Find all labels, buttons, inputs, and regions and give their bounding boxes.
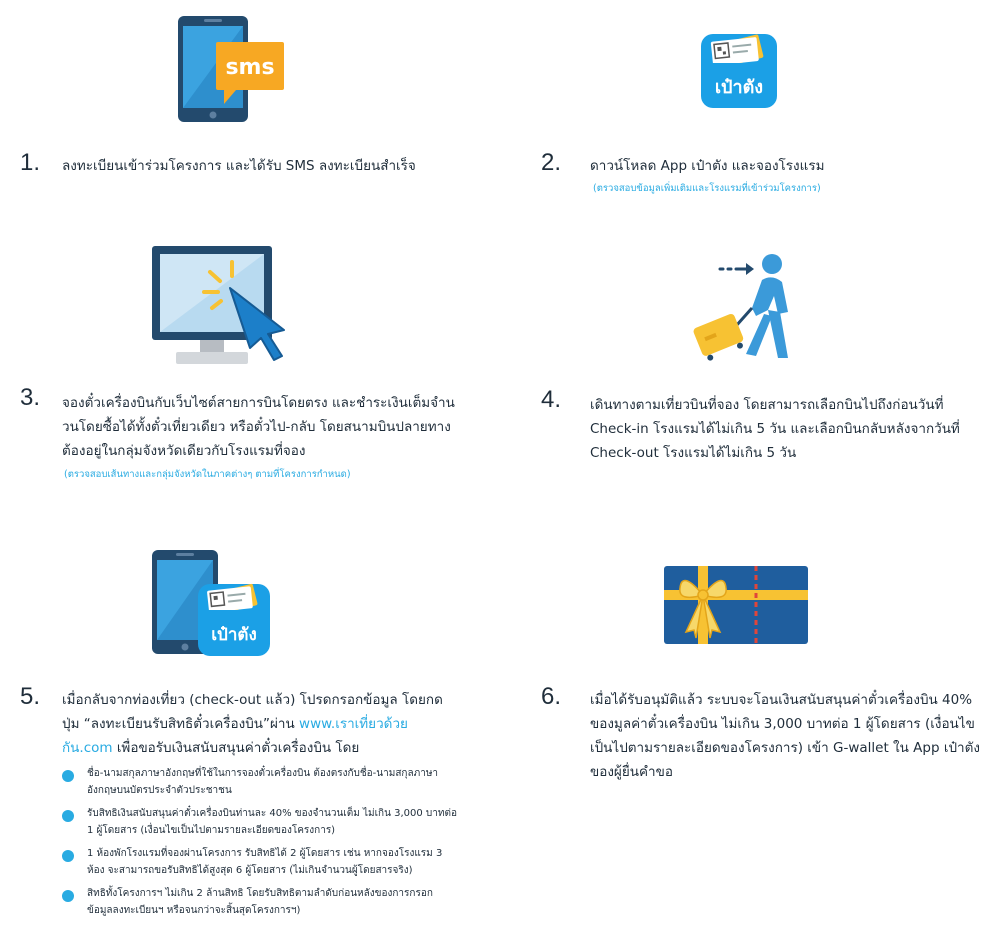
step-line: วนโดยซื้อได้ทั้งตั๋วเที่ยวเดียว หรือตั๋วไป-กลับ โดยสนามบินปลายทาง	[62, 419, 451, 435]
step-description	[62, 688, 492, 760]
step-line: ของผู้ยื่นคำขอ	[590, 764, 673, 780]
step-line: ลงทะเบียนเข้าร่วมโครงการ และได้รับ SMS ลงทะเบียนสำเร็จ	[62, 158, 416, 174]
bullet-dot-icon	[62, 890, 74, 902]
step-text-segment: เพื่อขอรับเงินสนับสนุนค่าตั๋วเครื่องบิน โดย	[112, 740, 360, 756]
list-item	[62, 845, 482, 879]
phone-paotang-icon	[150, 548, 272, 658]
step-line: ต้องอยู่ในกลุ่มจังหวัดเดียวกับโรงแรมที่จอง	[62, 443, 306, 459]
step-line: เมื่อได้รับอนุมัติแล้ว ระบบจะโอนเงินสนับสนุนค่าตั๋วเครื่องบิน 40%	[590, 692, 973, 708]
list-item-line: ข้อมูลลงทะเบียนฯ หรือจนกว่าจะสิ้นสุดโครงการฯ)	[87, 905, 301, 916]
step-line: Check-in โรงแรมได้ไม่เกิน 5 วัน และเลือกบินกลับหลังจากวันที่	[590, 421, 960, 437]
step-number: 3.	[20, 384, 41, 411]
step-line: เดินทางตามเที่ยวบินที่จอง โดยสามารถเลือกบินไปถึงก่อนวันที่	[590, 397, 944, 413]
step-description	[62, 391, 492, 463]
gift-voucher-icon	[662, 564, 810, 646]
bullet-dot-icon	[62, 850, 74, 862]
step-line: เป็นไปตามรายละเอียดของโครงการ) เข้า G-wallet ใน App เป๋าตัง	[590, 740, 980, 756]
step-line: ของมูลค่าตั๋วเครื่องบิน ไม่เกิน 3,000 บาทต่อ 1 ผู้โดยสาร (เงื่อนไข	[590, 716, 975, 732]
step-line: Check-out โรงแรมได้ไม่เกิน 5 วัน	[590, 445, 797, 461]
list-item	[62, 885, 482, 919]
list-item-line: ห้อง จะสามารถขอรับสิทธิได้สูงสุด 6 ผู้โดยสาร (ไม่เกินจำนวนผู้โดยสารจริง)	[87, 865, 413, 876]
computer-click-icon	[150, 244, 290, 368]
website-link[interactable]: กัน.com	[62, 740, 113, 756]
step-line: ดาวน์โหลด App เป๋าตัง และจองโรงแรม	[590, 158, 825, 174]
list-item-line: 1 ผู้โดยสาร (เงื่อนไขเป็นไปตามรายละเอียดของโครงการ)	[87, 825, 336, 836]
step-description	[590, 688, 995, 784]
list-item-line: สิทธิทั้งโครงการฯ ไม่เกิน 2 ล้านสิทธิ โดยรับสิทธิตามลำดับก่อนหลังของการกรอก	[87, 888, 433, 899]
step-number: 5.	[20, 683, 41, 710]
traveler-suitcase-icon	[684, 250, 796, 362]
step-description	[590, 393, 995, 465]
condition-list	[62, 765, 482, 925]
bullet-dot-icon	[62, 810, 74, 822]
step-number: 6.	[541, 683, 562, 710]
step-note-link[interactable]: (ตรวจสอบข้อมูลเพิ่มเติมและโรงแรมที่เข้าร่วมโครงการ)	[593, 183, 821, 194]
paotang-label: เป๋าตัง	[211, 625, 257, 645]
list-item	[62, 765, 482, 799]
step-number: 4.	[541, 386, 562, 413]
list-item	[62, 805, 482, 839]
step-text-segment: ปุ่ม “ลงทะเบียนรับสิทธิตั๋วเครื่องบิน”ผ่าน	[62, 716, 300, 732]
list-item-line: 1 ห้องพักโรงแรมที่จองผ่านโครงการ รับสิทธิได้ 2 ผู้โดยสาร เช่น หากจองโรงแรม 3	[87, 848, 443, 859]
website-link[interactable]: www.เราเที่ยวด้วย	[299, 716, 408, 732]
paotang-label: เป๋าตัง	[714, 77, 764, 98]
step-description	[590, 154, 990, 178]
step-number: 2.	[541, 149, 562, 176]
paotang-app-icon	[700, 33, 778, 109]
step-description	[62, 154, 492, 178]
list-item-line: รับสิทธิเงินสนับสนุนค่าตั๋วเครื่องบินท่านละ 40% ของจำนวนเต็ม ไม่เกิน 3,000 บาทต่อ	[87, 808, 457, 819]
step-line: เมื่อกลับจากท่องเที่ยว (check-out แล้ว) โปรดกรอกข้อมูล โดยกด	[62, 692, 443, 708]
step-note-link[interactable]: (ตรวจสอบเส้นทางและกลุ่มจังหวัดในภาคต่างๆ ตามที่โครงการกำหนด)	[64, 469, 351, 480]
step-line	[62, 736, 492, 760]
bullet-dot-icon	[62, 770, 74, 782]
list-item-line: ชื่อ-นามสกุลภาษาอังกฤษที่ใช้ในการจองตั๋วเครื่องบิน ต้องตรงกับชื่อ-นามสกุลภาษา	[87, 768, 439, 779]
step-line	[62, 712, 492, 736]
list-item-line: อังกฤษบนบัตรประจำตัวประชาชน	[87, 785, 232, 796]
phone-sms-icon	[176, 14, 286, 124]
step-line: จองตั๋วเครื่องบินกับเว็บไซต์สายการบินโดยตรง และชำระเงินเต็มจำน	[62, 395, 455, 411]
sms-label: sms	[225, 55, 275, 80]
step-number: 1.	[20, 149, 41, 176]
